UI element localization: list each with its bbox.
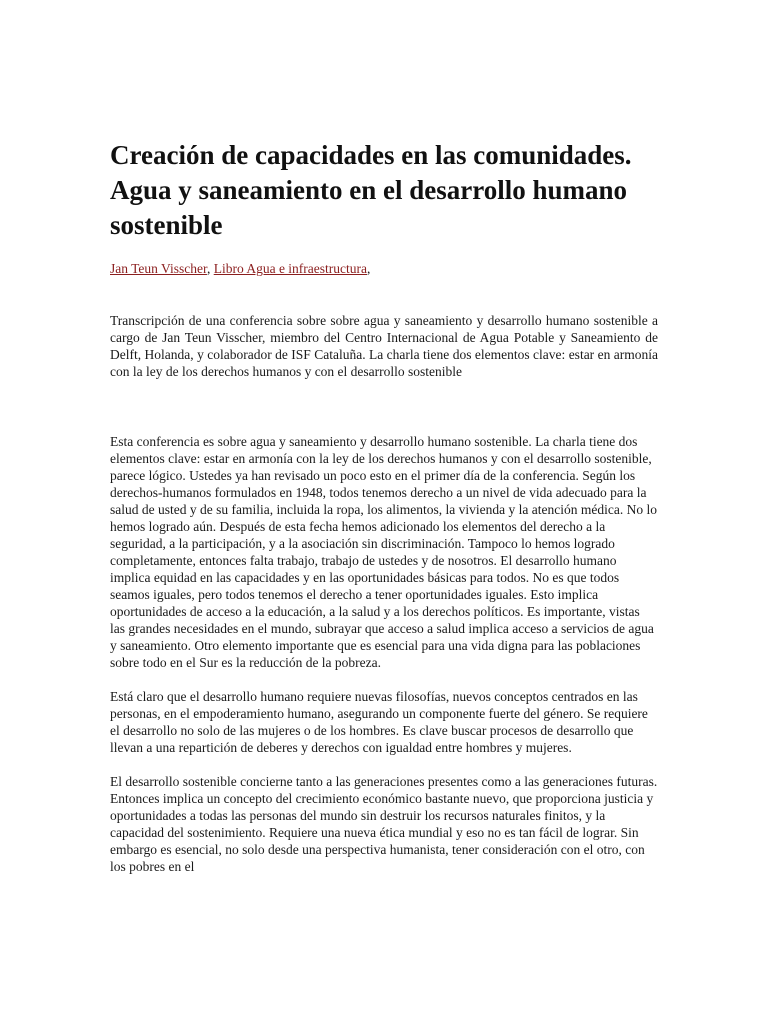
article-title: Creación de capacidades en las comunidades. Agua y saneamiento en el desarrollo humano sostenible bbox=[110, 140, 632, 240]
source-link[interactable]: Libro Agua e infraestructura bbox=[213, 261, 368, 276]
byline bbox=[110, 260, 658, 278]
document-page bbox=[110, 138, 658, 892]
byline-separator: , bbox=[206, 261, 214, 276]
article-abstract: Transcripción de una conferencia sobre sobre agua y saneamiento y desarrollo humano sostenible a cargo de Jan Teun Visscher, miembro del Centro Internacional de Agua Potable y Saneamiento de Delft, Holanda, y colaborador de ISF Cataluña. La charla tiene dos elementos clave: estar en armonía con la ley de los derechos humanos y con el desarrollo sostenible bbox=[110, 313, 658, 379]
body-paragraph-2: Está claro que el desarrollo humano requiere nuevas filosofías, nuevos conceptos centrados en las personas, en el empoderamiento humano, asegurando un componente fuerte del género. Se requiere el desarrollo no solo de las mujeres o de los hombres. Es clave buscar procesos de desarrollo que llevan a una repartición de deberes y derechos con igualdad entre hombres y mujeres. bbox=[110, 689, 648, 755]
body-paragraph-1: Esta conferencia es sobre agua y saneamiento y desarrollo humano sostenible. La charla tiene dos elementos clave: estar en armonía con la ley de los derechos humanos y con el desarrollo sostenible, parece lógico. Ustedes ya han revisado un poco esto en el primer día de la conferencia. Según los derechos-humanos formulados en 1948, todos tenemos derecho a un nivel de vida adecuado para la salud de usted y de su familia, incluida la ropa, los alimentos, la vivienda y la atención médica. No lo hemos logrado aún. Después de esta fecha hemos adicionado los elementos del derecho a la seguridad, a la participación, y a la asociación sin discriminación. Tampoco lo hemos logrado completamente, entonces falta trabajo, trabajo de ustedes y de nosotros. El desarrollo humano implica equidad en las capacidades y en las oportunidades básicas para todos. No es que todos seamos iguales, pero todos tenemos el derecho a tener oportunidades iguales. Esto implica oportunidades de acceso a la educación, a la salud y a los derechos políticos. Es importante, vistas las grandes necesidades en el mundo, subrayar que acceso a salud implica acceso a servicios de agua y saneamiento. Otro elemento importante que es esencial para una vida digna para las poblaciones sobre todo en el Sur es la reducción de la pobreza. bbox=[110, 434, 657, 670]
author-link[interactable]: Jan Teun Visscher bbox=[110, 261, 207, 276]
body-paragraph-3: El desarrollo sostenible concierne tanto a las generaciones presentes como a las generaciones futuras. Entonces implica un concepto del crecimiento económico bastante nuevo, que proporciona justicia y oportunidades a todas las personas del mundo sin destruir los recursos naturales finitos, y la capacidad del sostenimiento. Requiere una nueva ética mundial y eso no es tan fácil de lograr. Sin embargo es esencial, no solo desde una perspectiva humanista, tener consideración con el otro, con los pobres en el bbox=[110, 774, 658, 874]
byline-trailing: , bbox=[367, 261, 371, 276]
